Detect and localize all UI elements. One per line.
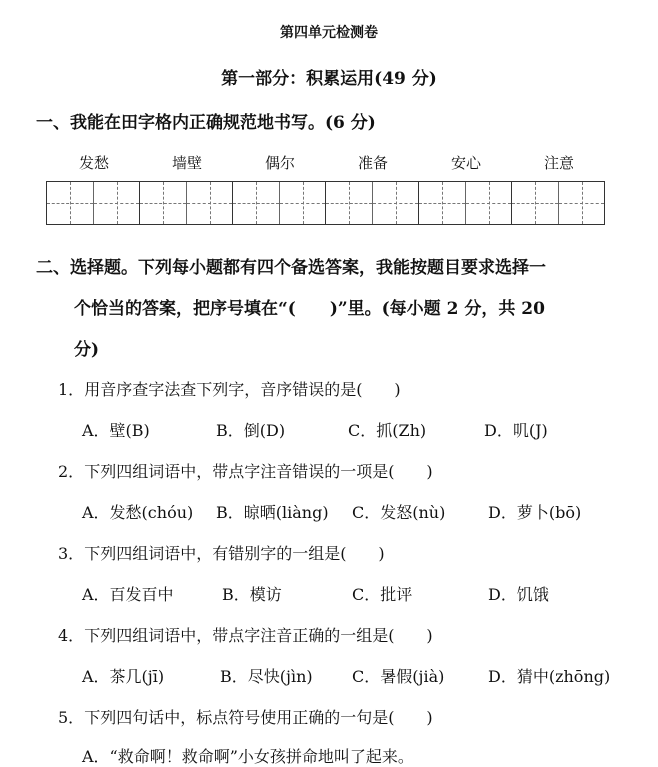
question-1 — [58, 377, 401, 400]
question-text: 下列四组词语中，带点字注音错误的一项是( ) — [84, 462, 433, 481]
tianzige-cell[interactable] — [279, 182, 325, 224]
section2-heading-line2: 个恰当的答案，把序号填在“( )”里。(每小题 2 分，共 20 — [74, 299, 545, 319]
q4-option-a[interactable]: A．茶几(jī) — [82, 667, 165, 686]
question-text: 用音序查字法查下列字，音序错误的是( ) — [84, 380, 401, 399]
q4-option-b[interactable]: B．尽快(jìn) — [220, 667, 313, 686]
question-number: 5． — [58, 708, 85, 727]
question-text: 下列四句话中，标点符号使用正确的一句是( ) — [84, 708, 433, 727]
tianzige-pair-2[interactable] — [139, 181, 233, 225]
tianzige-cell[interactable] — [93, 182, 139, 224]
question-number: 2． — [58, 462, 85, 481]
tianzige-cell[interactable] — [186, 182, 232, 224]
tianzige-cell[interactable] — [326, 182, 372, 224]
question-5 — [58, 705, 433, 728]
tianzige-cell[interactable] — [512, 182, 558, 224]
q1-option-b[interactable]: B．倒(D) — [216, 421, 286, 440]
tianzige-cell[interactable] — [47, 182, 93, 224]
question-4 — [58, 623, 433, 646]
page-title: 第四单元检测卷 — [280, 25, 378, 41]
word-label-4: 准备 — [357, 154, 388, 172]
q2-option-c[interactable]: C．发怒(nù) — [352, 503, 446, 522]
q2-option-b[interactable]: B．晾晒(liàng) — [216, 503, 329, 522]
tianzige-pair-6[interactable] — [511, 181, 605, 225]
tianzige-pair-5[interactable] — [418, 181, 512, 225]
q4-option-c[interactable]: C．暑假(jià) — [352, 667, 445, 686]
word-label-6: 注意 — [543, 154, 574, 172]
q2-option-d[interactable]: D．萝卜(bō) — [488, 503, 582, 522]
q3-option-b[interactable]: B．模访 — [222, 585, 282, 604]
tianzige-cell[interactable] — [372, 182, 418, 224]
tianzige-cell[interactable] — [140, 182, 186, 224]
section2-heading-line1: 二、选择题。下列每小题都有四个备选答案，我能按题目要求选择一 — [36, 258, 546, 278]
q4-option-d[interactable]: D．猜中(zhōng) — [488, 667, 611, 686]
q2-option-a[interactable]: A．发愁(chóu) — [82, 503, 194, 522]
question-number: 1． — [58, 380, 85, 399]
question-text: 下列四组词语中，带点字注音正确的一组是( ) — [84, 626, 433, 645]
tianzige-pair-1[interactable] — [46, 181, 140, 225]
word-label-5: 安心 — [450, 154, 481, 172]
q3-option-c[interactable]: C．批评 — [352, 585, 413, 604]
q1-option-d[interactable]: D．叽(J) — [484, 421, 548, 440]
word-label-1: 发愁 — [78, 154, 109, 172]
q5-option-a[interactable]: A．“救命啊！救命啊”小女孩拼命地叫了起来。 — [82, 747, 414, 766]
question-number: 3． — [58, 544, 85, 563]
question-text: 下列四组词语中，有错别字的一组是( ) — [84, 544, 385, 563]
tianzige-cell[interactable] — [465, 182, 511, 224]
section1-heading: 一、我能在田字格内正确规范地书写。(6 分) — [36, 113, 376, 133]
question-3 — [58, 541, 385, 564]
section2-heading-line3: 分) — [74, 340, 100, 360]
part-heading: 第一部分：积累运用(49 分) — [221, 69, 437, 89]
word-label-2: 墙壁 — [171, 154, 202, 172]
q1-option-a[interactable]: A．壁(B) — [82, 421, 150, 440]
question-2 — [58, 459, 433, 482]
q3-option-a[interactable]: A．百发百中 — [82, 585, 174, 604]
question-number: 4． — [58, 626, 85, 645]
tianzige-cell[interactable] — [558, 182, 604, 224]
q1-option-c[interactable]: C．抓(Zh) — [348, 421, 427, 440]
tianzige-pair-3[interactable] — [232, 181, 326, 225]
tianzige-pair-4[interactable] — [325, 181, 419, 225]
tianzige-cell[interactable] — [419, 182, 465, 224]
tianzige-cell[interactable] — [233, 182, 279, 224]
word-label-3: 偶尔 — [264, 154, 295, 172]
q3-option-d[interactable]: D．饥饿 — [488, 585, 549, 604]
